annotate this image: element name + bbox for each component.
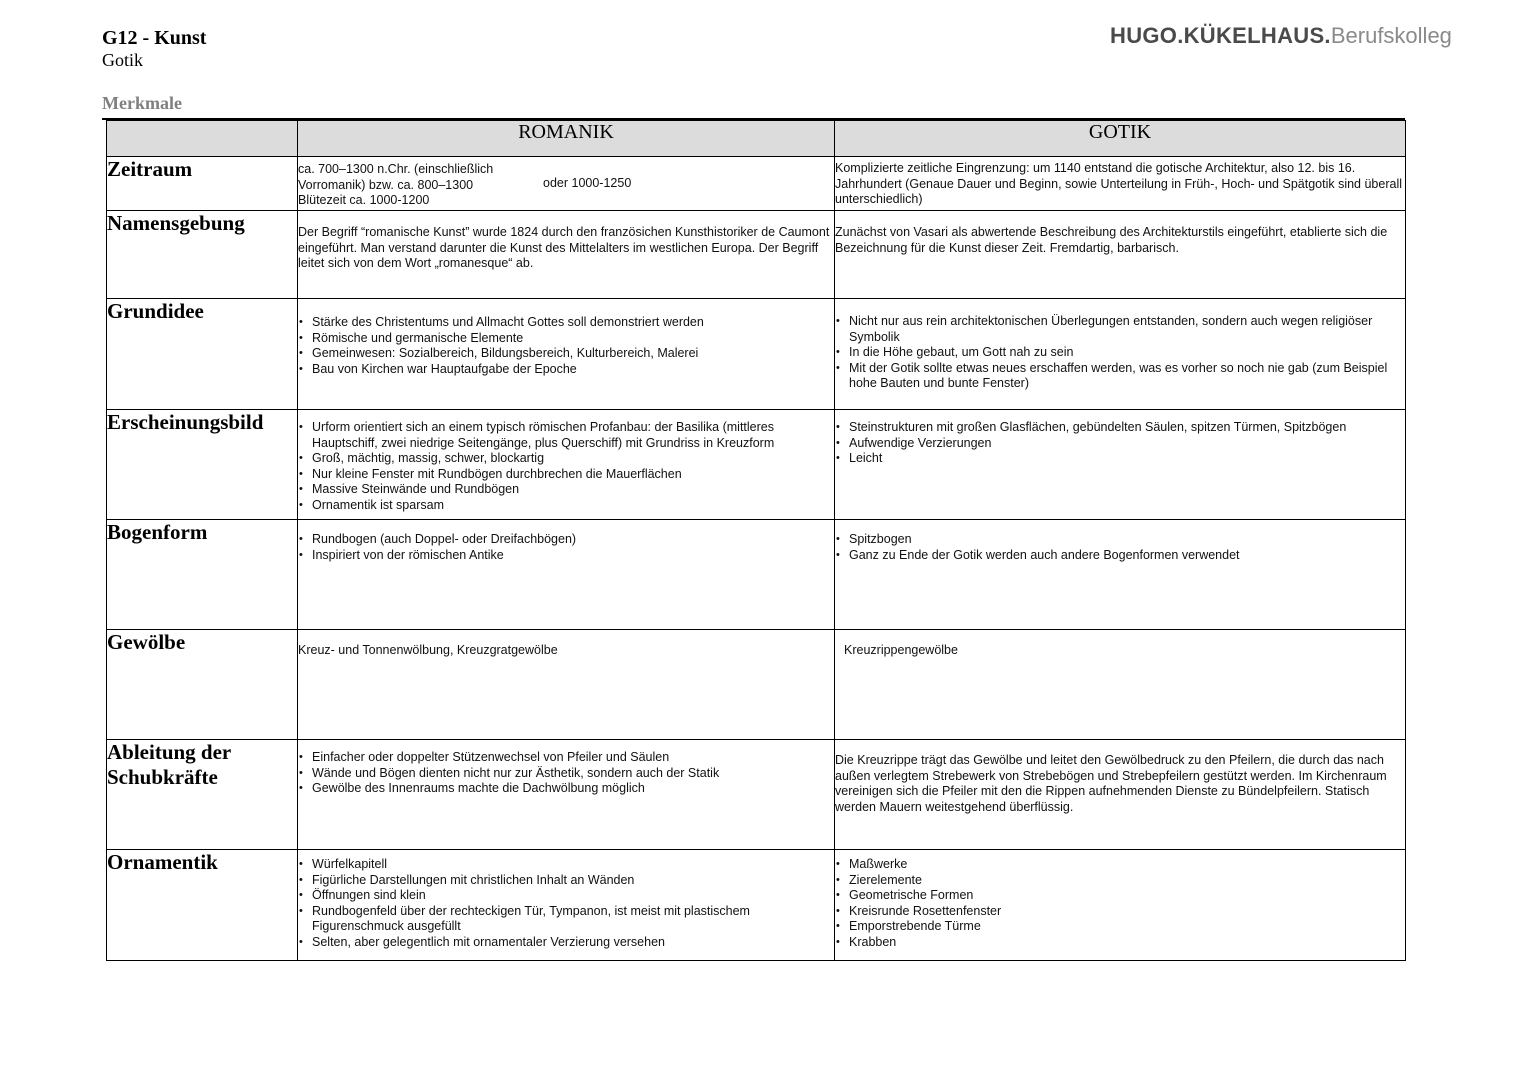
cell-text: Die Kreuzrippe trägt das Gewölbe und leitet den Gewölbedruck zu den Pfeilern, die durch das nach außen verlegtem Strebewerk von Strebebögen und Strebepfeilern gestützt werden. Im Kirchenraum vereinigen sich die Pfeiler mit den die Rippen aufnehmenden Dienste zu Bündelpfeilern. Statisch werden Mauern weitestgehend überflüssig.	[835, 753, 1387, 814]
alternate-period-note: oder 1000-1250	[543, 176, 632, 190]
list-item: • Kreisrunde Rosettenfenster	[849, 904, 1405, 920]
list-item: • Stärke des Christentums und Allmacht Gottes soll demonstriert werden	[312, 315, 834, 331]
list-item: • Massive Steinwände und Rundbögen	[312, 482, 834, 498]
bullet-list	[298, 315, 834, 377]
list-item: • Mit der Gotik sollte etwas neues erschaffen werden, was es vorher so noch nie gab (zum Beispiel hohe Bauten und bunte Fenster)	[849, 361, 1405, 392]
list-item: • Gewölbe des Innenraums machte die Dachwölbung möglich	[312, 781, 834, 797]
list-item: • Figürliche Darstellungen mit christlichen Inhalt an Wänden	[312, 873, 834, 889]
table-row-bogenform	[107, 520, 1406, 630]
cell-text: Komplizierte zeitliche Eingrenzung: um 1140 entstand die gotische Architektur, also 12. bis 16. Jahrhundert (Genaue Dauer und Beginn, sowie Unterteilung in Früh-, Hoch- und Spätgotik sind überall unterschiedlich)	[835, 161, 1402, 207]
row-label: Grundidee	[107, 299, 298, 410]
list-item: • In die Höhe gebaut, um Gott nah zu sein	[849, 345, 1405, 361]
list-item: • Groß, mächtig, massig, schwer, blockartig	[312, 451, 834, 467]
list-item: • Bau von Kirchen war Hauptaufgabe der Epoche	[312, 362, 834, 378]
gotik-cell	[835, 299, 1406, 410]
gotik-cell	[835, 630, 1406, 740]
list-item: • Leicht	[849, 451, 1405, 467]
cell-line: Blütezeit ca. 1000-1200	[298, 193, 430, 208]
bullet-list	[835, 314, 1405, 392]
list-item: • Römische und germanische Elemente	[312, 331, 834, 347]
table-row-ornamentik	[107, 850, 1406, 961]
bullet-list	[835, 532, 1405, 563]
list-item: • Einfacher oder doppelter Stützenwechsel von Pfeiler und Säulen	[312, 750, 834, 766]
table-row-schubkraefte	[107, 740, 1406, 850]
row-label: Ableitung der Schubkräfte	[107, 740, 298, 850]
romanik-cell	[298, 299, 835, 410]
bullet-list	[298, 750, 834, 797]
school-logo	[1110, 23, 1452, 49]
column-header-gotik: GOTIK	[835, 121, 1406, 157]
section-heading: Merkmale	[102, 93, 182, 113]
list-item: • Ganz zu Ende der Gotik werden auch andere Bogenformen verwendet	[849, 548, 1405, 564]
gotik-cell	[835, 157, 1406, 211]
gotik-cell	[835, 850, 1406, 961]
list-item: • Würfelkapitell	[312, 857, 834, 873]
table-row-namensgebung	[107, 211, 1406, 299]
list-item: • Nur kleine Fenster mit Rundbögen durchbrechen die Mauerflächen	[312, 467, 834, 483]
logo-subtitle: Berufskolleg	[1330, 23, 1452, 48]
table-row-zeitraum	[107, 157, 1406, 211]
romanik-cell	[298, 211, 835, 299]
list-item: • Gemeinwesen: Sozialbereich, Bildungsbereich, Kulturbereich, Malerei	[312, 346, 834, 362]
romanik-cell	[298, 850, 835, 961]
comparison-table	[106, 120, 1406, 961]
table-row-grundidee	[107, 299, 1406, 410]
list-item: • Ornamentik ist sparsam	[312, 498, 834, 514]
list-item: • Emporstrebende Türme	[849, 919, 1405, 935]
cell-text: Kreuzrippengewölbe	[844, 643, 958, 657]
bullet-list	[835, 857, 1405, 951]
romanik-cell	[298, 157, 835, 211]
romanik-cell	[298, 630, 835, 740]
list-item: • Spitzbogen	[849, 532, 1405, 548]
row-label: Ornamentik	[107, 850, 298, 961]
row-label: Gewölbe	[107, 630, 298, 740]
list-item: • Steinstrukturen mit großen Glasflächen, gebündelten Säulen, spitzen Türmen, Spitzbögen	[849, 420, 1405, 436]
table-row-erscheinungsbild	[107, 410, 1406, 520]
document-title: G12 - Kunst	[102, 27, 207, 49]
list-item: • Krabben	[849, 935, 1405, 951]
list-item: • Zierelemente	[849, 873, 1405, 889]
corner-cell	[107, 121, 298, 157]
list-item: • Inspiriert von der römischen Antike	[312, 548, 834, 564]
cell-text: Kreuz- und Tonnenwölbung, Kreuzgratgewölbe	[298, 643, 558, 657]
row-label: Bogenform	[107, 520, 298, 630]
list-item: • Urform orientiert sich an einem typisch römischen Profanbau: der Basilika (mittleres Hauptschiff, zwei niedrige Seitengänge, plus Querschiff) mit Grundriss in Kreuzform	[312, 420, 834, 451]
list-item: • Öffnungen sind klein	[312, 888, 834, 904]
cell-line: ca. 700–1300 n.Chr. (einschließlich	[298, 162, 494, 176]
bullet-list	[298, 857, 834, 951]
list-item: • Selten, aber gelegentlich mit ornamentaler Verzierung versehen	[312, 935, 834, 951]
list-item: • Maßwerke	[849, 857, 1405, 873]
row-label: Zeitraum	[107, 157, 298, 211]
row-label: Namensgebung	[107, 211, 298, 299]
romanik-cell	[298, 740, 835, 850]
column-header-romanik: ROMANIK	[298, 121, 835, 157]
list-item: • Wände und Bögen dienten nicht nur zur Ästhetik, sondern auch der Statik	[312, 766, 834, 782]
gotik-cell	[835, 410, 1406, 520]
list-item: • Aufwendige Verzierungen	[849, 436, 1405, 452]
romanik-cell	[298, 520, 835, 630]
document-subtitle: Gotik	[102, 50, 144, 70]
gotik-cell	[835, 211, 1406, 299]
bullet-list	[298, 420, 834, 514]
logo-brand: HUGO.KÜKELHAUS.	[1110, 23, 1331, 48]
list-item: • Geometrische Formen	[849, 888, 1405, 904]
gotik-cell	[835, 740, 1406, 850]
cell-text: Zunächst von Vasari als abwertende Beschreibung des Architekturstils eingeführt, etablierte sich die Bezeichnung für die Kunst dieser Zeit. Fremdartig, barbarisch.	[835, 225, 1388, 255]
cell-text: Der Begriff “romanische Kunst” wurde 1824 durch den französichen Kunsthistoriker de Caumont eingeführt. Man verstand darunter die Kunst des Mittelalters im westlichen Europa. Der Begriff leitet sich von dem Wort „romanesque“ ab.	[298, 225, 830, 271]
cell-line: Vorromanik) bzw. ca. 800–1300	[298, 177, 474, 192]
list-item: • Rundbogen (auch Doppel- oder Dreifachbögen)	[312, 532, 834, 548]
table-row-gewoelbe	[107, 630, 1406, 740]
bullet-list	[835, 420, 1405, 467]
header-row	[107, 121, 1406, 157]
gotik-cell	[835, 520, 1406, 630]
romanik-cell	[298, 410, 835, 520]
bullet-list	[298, 532, 834, 563]
row-label: Erscheinungsbild	[107, 410, 298, 520]
list-item: • Rundbogenfeld über der rechteckigen Tür, Tympanon, ist meist mit plastischem Figurenschmuck ausgefüllt	[312, 904, 834, 935]
list-item: • Nicht nur aus rein architektonischen Überlegungen entstanden, sondern auch wegen religiöser Symbolik	[849, 314, 1405, 345]
